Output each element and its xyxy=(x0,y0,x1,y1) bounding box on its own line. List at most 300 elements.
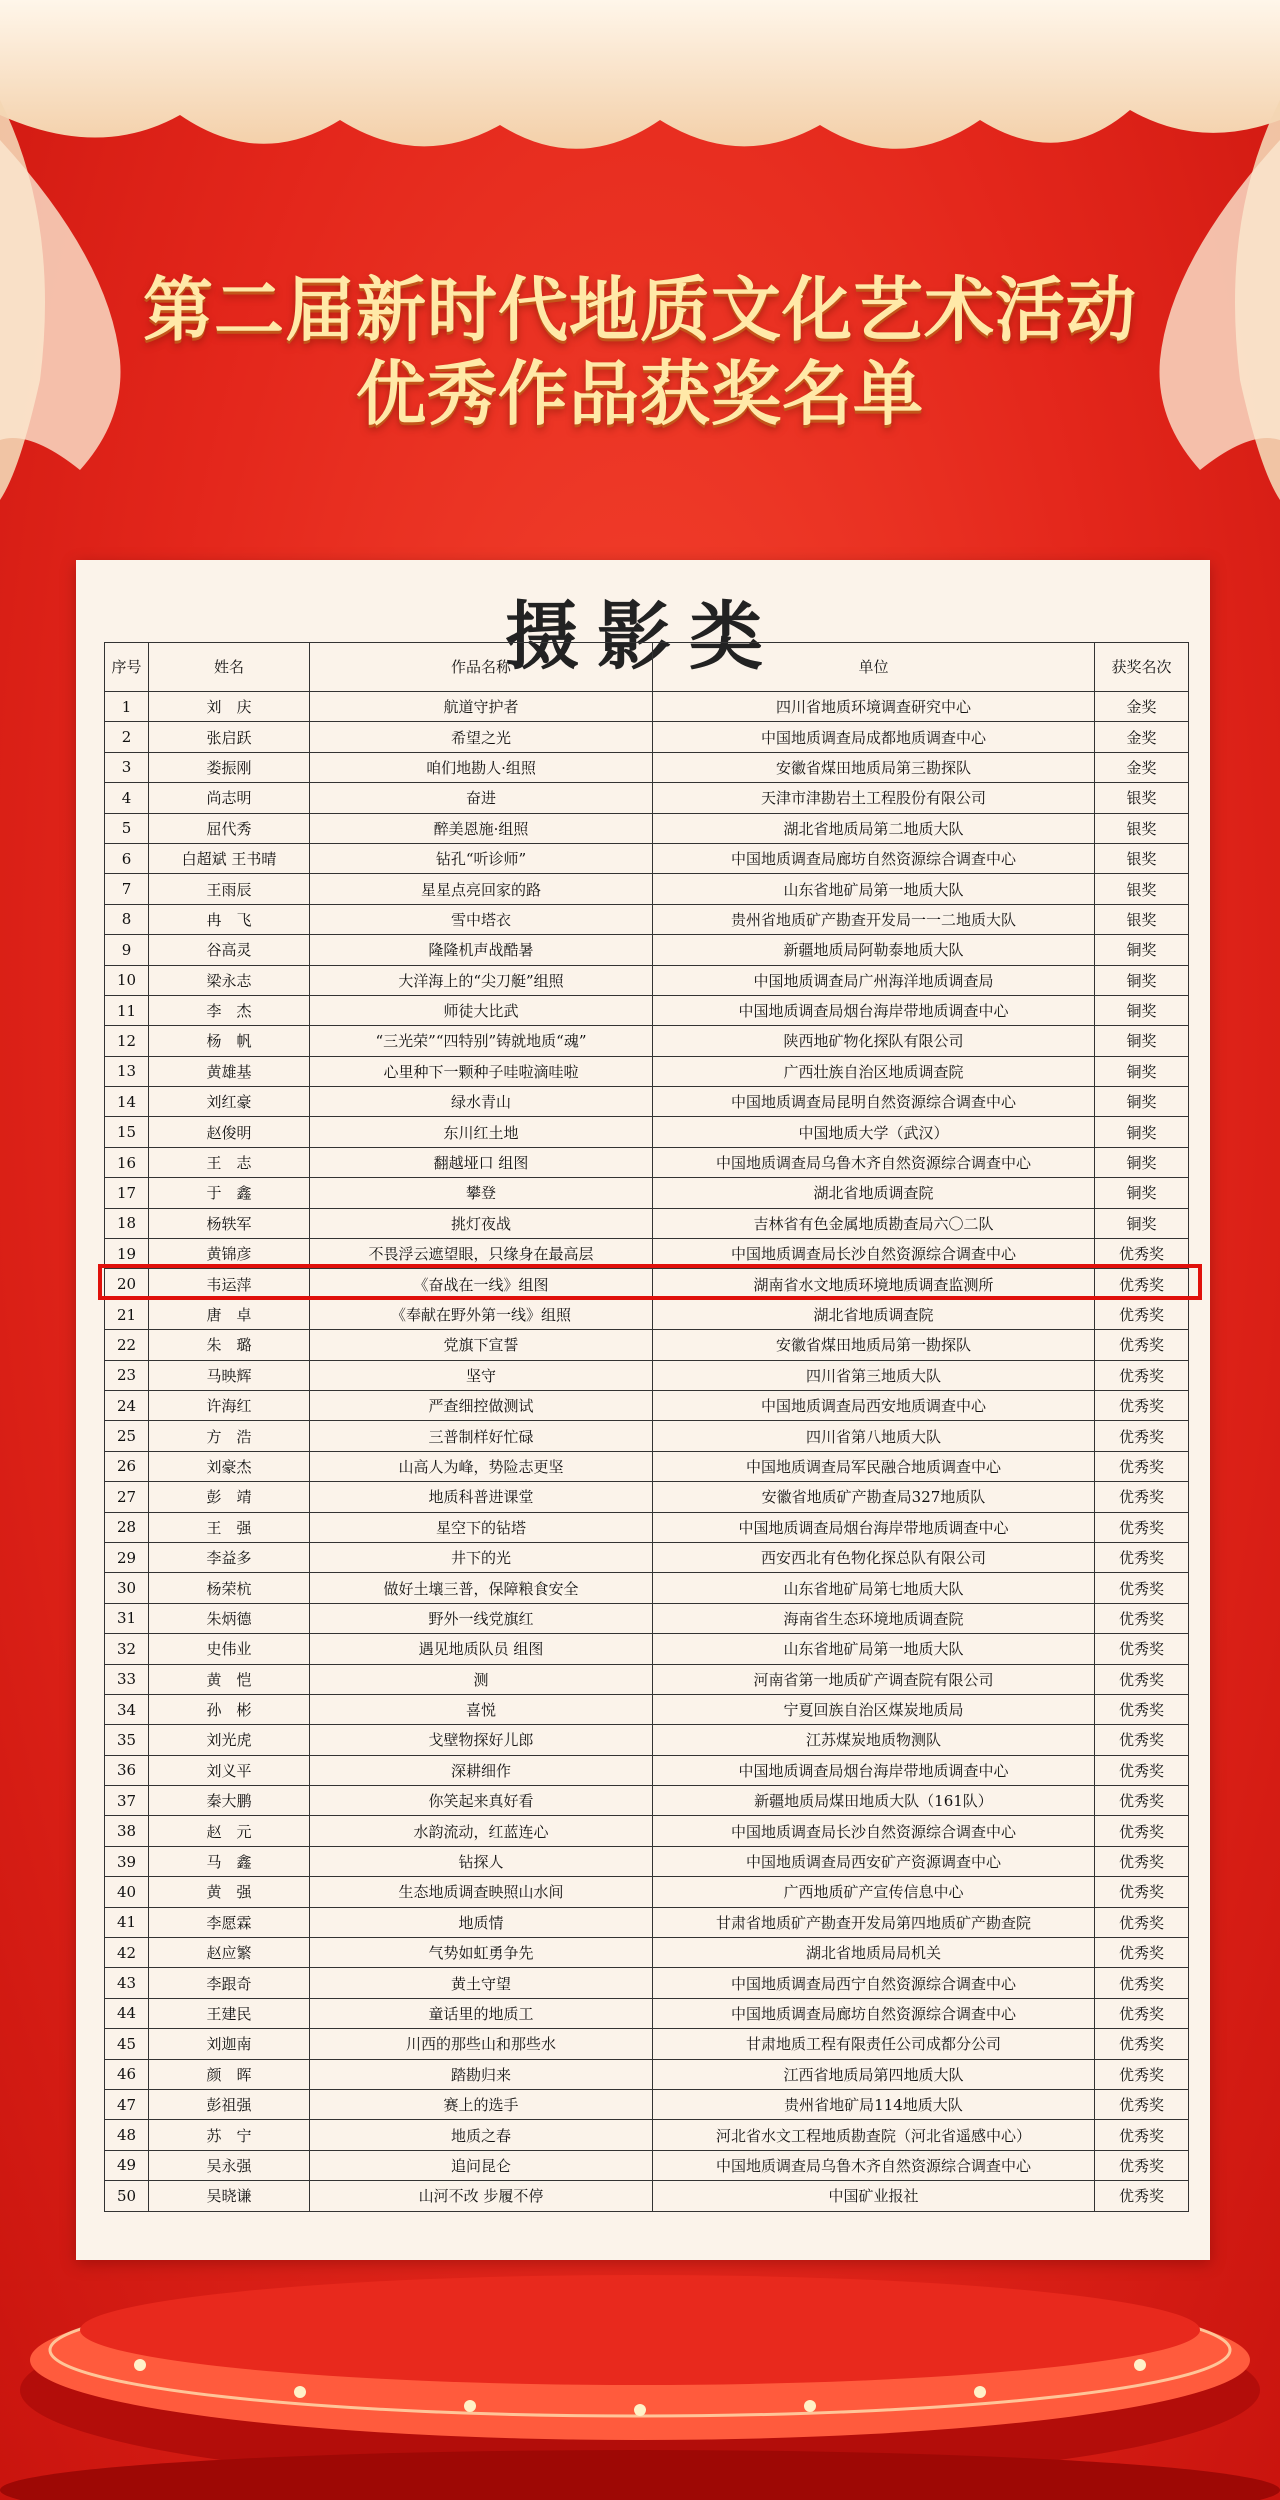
cell-work: 深耕细作 xyxy=(310,1755,653,1785)
table-row xyxy=(105,1421,1189,1451)
cell-award: 优秀奖 xyxy=(1095,1512,1189,1542)
cell-unit: 宁夏回族自治区煤炭地质局 xyxy=(653,1694,1095,1724)
cell-award: 优秀奖 xyxy=(1095,1938,1189,1968)
cell-award: 优秀奖 xyxy=(1095,1269,1189,1299)
cell-work: 钻探人 xyxy=(310,1846,653,1876)
cell-name: 李 杰 xyxy=(149,995,310,1025)
cell-award: 优秀奖 xyxy=(1095,1542,1189,1572)
cell-name: 孙 彬 xyxy=(149,1694,310,1724)
cell-work: 心里种下一颗种子哇啦滴哇啦 xyxy=(310,1056,653,1086)
table-row xyxy=(105,1846,1189,1876)
cell-award: 铜奖 xyxy=(1095,1026,1189,1056)
cell-name: 赵应繁 xyxy=(149,1938,310,1968)
cell-award: 铜奖 xyxy=(1095,995,1189,1025)
cell-work: 隆隆机声战酷暑 xyxy=(310,935,653,965)
cell-unit: 贵州省地矿局114地质大队 xyxy=(653,2089,1095,2119)
cell-name: 马映辉 xyxy=(149,1360,310,1390)
header-award: 获奖名次 xyxy=(1095,643,1189,692)
cell-work: 希望之光 xyxy=(310,722,653,752)
cell-work: 山高人为峰，势险志更坚 xyxy=(310,1451,653,1481)
table-row xyxy=(105,1208,1189,1238)
table-row xyxy=(105,1147,1189,1177)
cell-work: 航道守护者 xyxy=(310,692,653,722)
cell-name: 刘光虎 xyxy=(149,1725,310,1755)
cell-name: 朱炳德 xyxy=(149,1603,310,1633)
cell-name: 李愿霖 xyxy=(149,1907,310,1937)
table-row xyxy=(105,1634,1189,1664)
cell-work: 山河不改 步履不停 xyxy=(310,2181,653,2211)
cell-index: 46 xyxy=(105,2059,149,2089)
cell-award: 银奖 xyxy=(1095,813,1189,843)
cell-index: 21 xyxy=(105,1299,149,1329)
cell-unit: 四川省地质环境调查研究中心 xyxy=(653,692,1095,722)
cell-name: 苏 宁 xyxy=(149,2120,310,2150)
cell-unit: 西安西北有色物化探总队有限公司 xyxy=(653,1542,1095,1572)
cell-award: 铜奖 xyxy=(1095,1117,1189,1147)
cell-index: 5 xyxy=(105,813,149,843)
table-row xyxy=(105,874,1189,904)
cell-work: “三光荣”“四特别”铸就地质“魂” xyxy=(310,1026,653,1056)
cell-index: 29 xyxy=(105,1542,149,1572)
award-sheet xyxy=(76,560,1210,2260)
title-line-1: 第二届新时代地质文化艺术活动 xyxy=(143,268,1137,351)
cell-award: 铜奖 xyxy=(1095,1208,1189,1238)
cell-index: 15 xyxy=(105,1117,149,1147)
cell-work: 你笑起来真好看 xyxy=(310,1786,653,1816)
cell-index: 18 xyxy=(105,1208,149,1238)
cell-name: 黄 恺 xyxy=(149,1664,310,1694)
cell-award: 优秀奖 xyxy=(1095,1634,1189,1664)
cell-unit: 安徽省地质矿产勘查局327地质队 xyxy=(653,1482,1095,1512)
cell-award: 优秀奖 xyxy=(1095,2029,1189,2059)
cell-work: 东川红土地 xyxy=(310,1117,653,1147)
cell-name: 白超斌 王书晴 xyxy=(149,843,310,873)
cell-index: 27 xyxy=(105,1482,149,1512)
cell-work: 翻越垭口 组图 xyxy=(310,1147,653,1177)
cell-unit: 中国地质调查局军民融合地质调查中心 xyxy=(653,1451,1095,1481)
table-row xyxy=(105,1786,1189,1816)
cell-unit: 天津市津勘岩土工程股份有限公司 xyxy=(653,783,1095,813)
cell-unit: 中国地质调查局长沙自然资源综合调查中心 xyxy=(653,1239,1095,1269)
cell-index: 32 xyxy=(105,1634,149,1664)
poster-title xyxy=(0,268,1280,436)
table-row xyxy=(105,813,1189,843)
cell-index: 14 xyxy=(105,1087,149,1117)
table-row xyxy=(105,2150,1189,2180)
cell-work: 绿水青山 xyxy=(310,1087,653,1117)
table-row xyxy=(105,1330,1189,1360)
cell-work: 川西的那些山和那些水 xyxy=(310,2029,653,2059)
cell-award: 铜奖 xyxy=(1095,1147,1189,1177)
cell-name: 彭祖强 xyxy=(149,2089,310,2119)
cell-award: 金奖 xyxy=(1095,692,1189,722)
cell-index: 44 xyxy=(105,1998,149,2028)
table-row xyxy=(105,752,1189,782)
cell-work: 钻孔“听诊师” xyxy=(310,843,653,873)
cell-name: 秦大鹏 xyxy=(149,1786,310,1816)
cell-award: 优秀奖 xyxy=(1095,1330,1189,1360)
table-header-row xyxy=(105,643,1189,692)
cell-work: 野外一线党旗红 xyxy=(310,1603,653,1633)
cell-unit: 中国地质调查局西安地质调查中心 xyxy=(653,1390,1095,1420)
cell-index: 41 xyxy=(105,1907,149,1937)
cell-work: 三普制样好忙碌 xyxy=(310,1421,653,1451)
cell-unit: 新疆地质局煤田地质大队（161队） xyxy=(653,1786,1095,1816)
cell-index: 20 xyxy=(105,1269,149,1299)
cell-name: 马 鑫 xyxy=(149,1846,310,1876)
header-index: 序号 xyxy=(105,643,149,692)
cell-award: 银奖 xyxy=(1095,843,1189,873)
cell-award: 优秀奖 xyxy=(1095,1603,1189,1633)
category-heading: 摄影类 xyxy=(505,594,781,680)
cell-index: 9 xyxy=(105,935,149,965)
cell-work: 不畏浮云遮望眼，只缘身在最高层 xyxy=(310,1239,653,1269)
cell-name: 方 浩 xyxy=(149,1421,310,1451)
cell-award: 优秀奖 xyxy=(1095,1421,1189,1451)
cell-award: 优秀奖 xyxy=(1095,1816,1189,1846)
cell-unit: 四川省第三地质大队 xyxy=(653,1360,1095,1390)
table-row xyxy=(105,1056,1189,1086)
table-row xyxy=(105,1998,1189,2028)
cell-name: 张启跃 xyxy=(149,722,310,752)
cell-index: 38 xyxy=(105,1816,149,1846)
cell-award: 优秀奖 xyxy=(1095,2150,1189,2180)
cell-index: 24 xyxy=(105,1390,149,1420)
cell-unit: 中国地质调查局西安矿产资源调查中心 xyxy=(653,1846,1095,1876)
cell-index: 7 xyxy=(105,874,149,904)
cell-unit: 中国地质调查局烟台海岸带地质调查中心 xyxy=(653,1512,1095,1542)
table-row xyxy=(105,1664,1189,1694)
cell-work: 黄土守望 xyxy=(310,1968,653,1998)
cell-unit: 河北省水文工程地质勘查院（河北省遥感中心） xyxy=(653,2120,1095,2150)
cell-work: 测 xyxy=(310,1664,653,1694)
table-row xyxy=(105,843,1189,873)
cell-name: 史伟业 xyxy=(149,1634,310,1664)
table-row xyxy=(105,1269,1189,1299)
table-row xyxy=(105,1816,1189,1846)
cell-work: 坚守 xyxy=(310,1360,653,1390)
cell-unit: 中国地质调查局成都地质调查中心 xyxy=(653,722,1095,752)
cell-work: 奋进 xyxy=(310,783,653,813)
table-row xyxy=(105,1573,1189,1603)
cell-award: 优秀奖 xyxy=(1095,1907,1189,1937)
cell-work: 挑灯夜战 xyxy=(310,1208,653,1238)
cell-name: 杨荣杭 xyxy=(149,1573,310,1603)
cell-name: 刘迦南 xyxy=(149,2029,310,2059)
cell-unit: 山东省地矿局第七地质大队 xyxy=(653,1573,1095,1603)
cell-unit: 广西壮族自治区地质调查院 xyxy=(653,1056,1095,1086)
cell-index: 33 xyxy=(105,1664,149,1694)
cell-index: 12 xyxy=(105,1026,149,1056)
cell-unit: 山东省地矿局第一地质大队 xyxy=(653,874,1095,904)
cell-name: 冉 飞 xyxy=(149,904,310,934)
cell-name: 王 志 xyxy=(149,1147,310,1177)
cell-work: 《奉献在野外第一线》组照 xyxy=(310,1299,653,1329)
cell-index: 28 xyxy=(105,1512,149,1542)
table-row xyxy=(105,1542,1189,1572)
cell-name: 尚志明 xyxy=(149,783,310,813)
cell-index: 43 xyxy=(105,1968,149,1998)
table-row xyxy=(105,783,1189,813)
cell-index: 13 xyxy=(105,1056,149,1086)
table-row xyxy=(105,2181,1189,2211)
cell-index: 17 xyxy=(105,1178,149,1208)
cell-award: 优秀奖 xyxy=(1095,1694,1189,1724)
cell-award: 金奖 xyxy=(1095,752,1189,782)
cell-award: 优秀奖 xyxy=(1095,2089,1189,2119)
cell-index: 23 xyxy=(105,1360,149,1390)
cell-name: 刘红豪 xyxy=(149,1087,310,1117)
cell-unit: 中国地质调查局烟台海岸带地质调查中心 xyxy=(653,1755,1095,1785)
cell-award: 铜奖 xyxy=(1095,1087,1189,1117)
table-row xyxy=(105,2029,1189,2059)
cell-index: 49 xyxy=(105,2150,149,2180)
cell-unit: 安徽省煤田地质局第一勘探队 xyxy=(653,1330,1095,1360)
cell-award: 优秀奖 xyxy=(1095,1786,1189,1816)
cell-work: 童话里的地质工 xyxy=(310,1998,653,2028)
cell-name: 韦运萍 xyxy=(149,1269,310,1299)
cell-award: 优秀奖 xyxy=(1095,1360,1189,1390)
table-row xyxy=(105,1968,1189,1998)
table-row xyxy=(105,722,1189,752)
cell-name: 黄 强 xyxy=(149,1877,310,1907)
cell-award: 优秀奖 xyxy=(1095,1239,1189,1269)
cell-unit: 中国矿业报社 xyxy=(653,2181,1095,2211)
cell-name: 吴晓谦 xyxy=(149,2181,310,2211)
cell-unit: 陕西地矿物化探队有限公司 xyxy=(653,1026,1095,1056)
table-row xyxy=(105,2120,1189,2150)
table-row xyxy=(105,935,1189,965)
cell-award: 优秀奖 xyxy=(1095,2059,1189,2089)
cell-index: 30 xyxy=(105,1573,149,1603)
cell-index: 22 xyxy=(105,1330,149,1360)
table-row xyxy=(105,904,1189,934)
cell-name: 王雨辰 xyxy=(149,874,310,904)
cell-name: 刘义平 xyxy=(149,1755,310,1785)
cell-unit: 中国地质调查局西宁自然资源综合调查中心 xyxy=(653,1968,1095,1998)
cell-work: 做好土壤三普，保障粮食安全 xyxy=(310,1573,653,1603)
cell-name: 王建民 xyxy=(149,1998,310,2028)
cell-award: 银奖 xyxy=(1095,874,1189,904)
cell-index: 19 xyxy=(105,1239,149,1269)
cell-name: 娄振刚 xyxy=(149,752,310,782)
cell-index: 50 xyxy=(105,2181,149,2211)
cell-award: 铜奖 xyxy=(1095,1056,1189,1086)
table-row xyxy=(105,1755,1189,1785)
cell-work: 醉美恩施·组照 xyxy=(310,813,653,843)
cell-unit: 河南省第一地质矿产调查院有限公司 xyxy=(653,1664,1095,1694)
table-row xyxy=(105,2059,1189,2089)
table-row xyxy=(105,1907,1189,1937)
table-row xyxy=(105,965,1189,995)
table-row xyxy=(105,1694,1189,1724)
cell-unit: 四川省第八地质大队 xyxy=(653,1421,1095,1451)
cell-index: 40 xyxy=(105,1877,149,1907)
cell-award: 优秀奖 xyxy=(1095,1482,1189,1512)
cell-award: 铜奖 xyxy=(1095,935,1189,965)
cell-name: 吴永强 xyxy=(149,2150,310,2180)
table-row xyxy=(105,1603,1189,1633)
cell-index: 37 xyxy=(105,1786,149,1816)
table-row xyxy=(105,1877,1189,1907)
cell-work: 喜悦 xyxy=(310,1694,653,1724)
cell-index: 6 xyxy=(105,843,149,873)
cell-award: 优秀奖 xyxy=(1095,2181,1189,2211)
cell-name: 李益多 xyxy=(149,1542,310,1572)
cell-work: 师徒大比武 xyxy=(310,995,653,1025)
cell-name: 彭 靖 xyxy=(149,1482,310,1512)
cell-unit: 海南省生态环境地质调查院 xyxy=(653,1603,1095,1633)
cell-work: 《奋战在一线》组图 xyxy=(310,1269,653,1299)
cell-unit: 江西省地质局第四地质大队 xyxy=(653,2059,1095,2089)
table-row xyxy=(105,1087,1189,1117)
cell-award: 优秀奖 xyxy=(1095,1877,1189,1907)
cell-index: 31 xyxy=(105,1603,149,1633)
cell-unit: 中国地质调查局乌鲁木齐自然资源综合调查中心 xyxy=(653,2150,1095,2180)
table-row xyxy=(105,1026,1189,1056)
header-unit: 单位 xyxy=(653,643,1095,692)
cell-award: 优秀奖 xyxy=(1095,1846,1189,1876)
cell-work: 党旗下宣誓 xyxy=(310,1330,653,1360)
cell-unit: 甘肃地质工程有限责任公司成都分公司 xyxy=(653,2029,1095,2059)
cell-unit: 湖北省地质调查院 xyxy=(653,1299,1095,1329)
cell-award: 优秀奖 xyxy=(1095,1451,1189,1481)
cell-unit: 中国地质调查局昆明自然资源综合调查中心 xyxy=(653,1087,1095,1117)
table-row xyxy=(105,1360,1189,1390)
table-row xyxy=(105,1178,1189,1208)
cell-unit: 中国地质大学（武汉） xyxy=(653,1117,1095,1147)
cell-unit: 江苏煤炭地质物测队 xyxy=(653,1725,1095,1755)
table-row xyxy=(105,1482,1189,1512)
award-table xyxy=(104,642,1189,2212)
cell-unit: 中国地质调查局廊坊自然资源综合调查中心 xyxy=(653,843,1095,873)
cell-work: 咱们地勘人·组照 xyxy=(310,752,653,782)
cell-work: 地质情 xyxy=(310,1907,653,1937)
cell-work: 地质之春 xyxy=(310,2120,653,2150)
table-row xyxy=(105,1725,1189,1755)
cell-unit: 湖北省地质局第二地质大队 xyxy=(653,813,1095,843)
cell-award: 优秀奖 xyxy=(1095,1755,1189,1785)
table-row xyxy=(105,1299,1189,1329)
cell-name: 唐 卓 xyxy=(149,1299,310,1329)
cell-index: 8 xyxy=(105,904,149,934)
cell-name: 黄锦彦 xyxy=(149,1239,310,1269)
table-row xyxy=(105,692,1189,722)
cell-name: 许海红 xyxy=(149,1390,310,1420)
cell-index: 35 xyxy=(105,1725,149,1755)
cell-unit: 广西地质矿产宣传信息中心 xyxy=(653,1877,1095,1907)
cell-index: 34 xyxy=(105,1694,149,1724)
cell-index: 39 xyxy=(105,1846,149,1876)
cell-award: 金奖 xyxy=(1095,722,1189,752)
cell-index: 3 xyxy=(105,752,149,782)
cell-unit: 中国地质调查局乌鲁木齐自然资源综合调查中心 xyxy=(653,1147,1095,1177)
cell-award: 银奖 xyxy=(1095,904,1189,934)
cell-name: 黄雄基 xyxy=(149,1056,310,1086)
cell-name: 朱 璐 xyxy=(149,1330,310,1360)
cell-work: 星空下的钻塔 xyxy=(310,1512,653,1542)
cell-unit: 安徽省煤田地质局第三勘探队 xyxy=(653,752,1095,782)
cell-index: 4 xyxy=(105,783,149,813)
cell-name: 李跟奇 xyxy=(149,1968,310,1998)
cell-award: 银奖 xyxy=(1095,783,1189,813)
table-row xyxy=(105,2089,1189,2119)
cell-name: 颜 晖 xyxy=(149,2059,310,2089)
cell-unit: 新疆地质局阿勒泰地质大队 xyxy=(653,935,1095,965)
header-work: 作品名称 xyxy=(310,643,653,692)
table-row xyxy=(105,1451,1189,1481)
cell-name: 杨轶军 xyxy=(149,1208,310,1238)
cell-index: 2 xyxy=(105,722,149,752)
cell-work: 赛上的选手 xyxy=(310,2089,653,2119)
cell-work: 生态地质调查映照山水间 xyxy=(310,1877,653,1907)
cell-award: 优秀奖 xyxy=(1095,1998,1189,2028)
cell-award: 铜奖 xyxy=(1095,1178,1189,1208)
cell-index: 11 xyxy=(105,995,149,1025)
cell-award: 优秀奖 xyxy=(1095,1390,1189,1420)
cell-index: 48 xyxy=(105,2120,149,2150)
cell-work: 水韵流动，红蓝连心 xyxy=(310,1816,653,1846)
cell-unit: 中国地质调查局廊坊自然资源综合调查中心 xyxy=(653,1998,1095,2028)
cell-unit: 湖北省地质局局机关 xyxy=(653,1938,1095,1968)
table-row xyxy=(105,1117,1189,1147)
table-row xyxy=(105,1512,1189,1542)
cell-award: 优秀奖 xyxy=(1095,1299,1189,1329)
cell-index: 16 xyxy=(105,1147,149,1177)
cell-award: 优秀奖 xyxy=(1095,1664,1189,1694)
cell-name: 谷高灵 xyxy=(149,935,310,965)
title-line-2: 优秀作品获奖名单 xyxy=(356,352,924,435)
cell-name: 刘 庆 xyxy=(149,692,310,722)
table-row xyxy=(105,1239,1189,1269)
cell-name: 于 鑫 xyxy=(149,1178,310,1208)
cell-name: 王 强 xyxy=(149,1512,310,1542)
cell-unit: 中国地质调查局长沙自然资源综合调查中心 xyxy=(653,1816,1095,1846)
cell-work: 遇见地质队员 组图 xyxy=(310,1634,653,1664)
cell-name: 赵俊明 xyxy=(149,1117,310,1147)
cell-award: 优秀奖 xyxy=(1095,1725,1189,1755)
cell-name: 杨 帆 xyxy=(149,1026,310,1056)
cell-work: 气势如虹勇争先 xyxy=(310,1938,653,1968)
cell-index: 45 xyxy=(105,2029,149,2059)
cell-work: 地质科普进课堂 xyxy=(310,1482,653,1512)
cell-work: 雪中塔衣 xyxy=(310,904,653,934)
cell-work: 戈壁物探好儿郎 xyxy=(310,1725,653,1755)
cell-index: 26 xyxy=(105,1451,149,1481)
cell-unit: 吉林省有色金属地质勘查局六〇二队 xyxy=(653,1208,1095,1238)
cell-index: 36 xyxy=(105,1755,149,1785)
cell-unit: 山东省地矿局第一地质大队 xyxy=(653,1634,1095,1664)
cell-index: 42 xyxy=(105,1938,149,1968)
cell-index: 25 xyxy=(105,1421,149,1451)
cell-award: 优秀奖 xyxy=(1095,1573,1189,1603)
cell-unit: 中国地质调查局烟台海岸带地质调查中心 xyxy=(653,995,1095,1025)
cell-index: 10 xyxy=(105,965,149,995)
cell-work: 大洋海上的“尖刀艇”组照 xyxy=(310,965,653,995)
cell-name: 屈代秀 xyxy=(149,813,310,843)
table-row xyxy=(105,1390,1189,1420)
cell-work: 严查细控做测试 xyxy=(310,1390,653,1420)
cell-unit: 甘肃省地质矿产勘查开发局第四地质矿产勘查院 xyxy=(653,1907,1095,1937)
cell-work: 攀登 xyxy=(310,1178,653,1208)
table-row xyxy=(105,1938,1189,1968)
cell-unit: 湖南省水文地质环境地质调查监测所 xyxy=(653,1269,1095,1299)
cell-work: 星星点亮回家的路 xyxy=(310,874,653,904)
cell-name: 赵 元 xyxy=(149,1816,310,1846)
cell-name: 刘豪杰 xyxy=(149,1451,310,1481)
cell-unit: 中国地质调查局广州海洋地质调查局 xyxy=(653,965,1095,995)
cell-unit: 湖北省地质调查院 xyxy=(653,1178,1095,1208)
